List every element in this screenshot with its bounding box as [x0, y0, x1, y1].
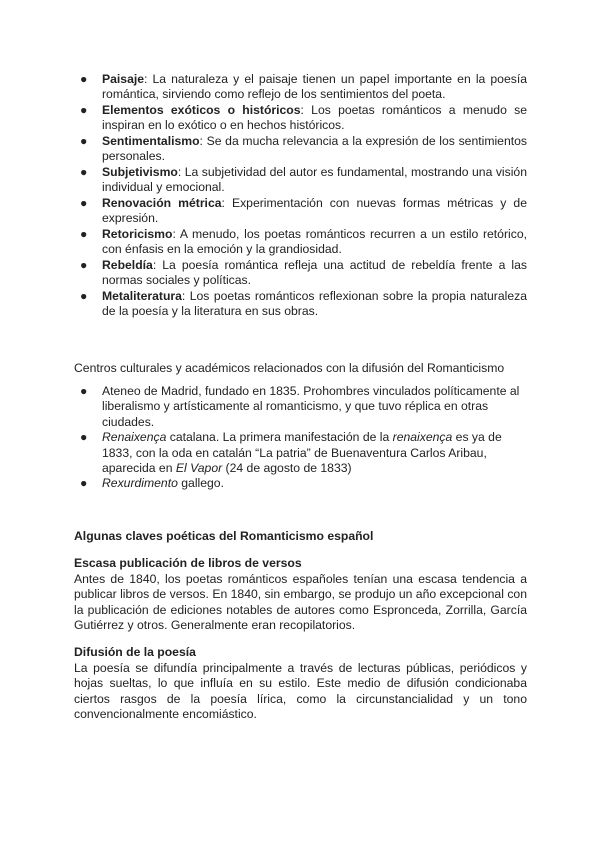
list-item-text: : Los poetas románticos reflexionan sobre la propia naturaleza de la poesía y la literatura en sus obras.: [102, 289, 527, 319]
bullet-icon: ●: [80, 289, 88, 303]
rexurdimento-text: gallego.: [177, 476, 224, 491]
bullet-icon: ●: [80, 430, 88, 445]
list-item-term: Sentimentalismo: [102, 134, 200, 148]
list-item: [74, 134, 527, 165]
list-item: [74, 430, 527, 476]
bullet-icon: ●: [80, 227, 88, 241]
escasa-subheading: Escasa publicación de libros de versos: [74, 556, 302, 570]
italic-term: Renaixença: [102, 430, 167, 445]
renaixenca-text: es ya de 1833, con la oda en catalán “La patria” de Buenaventura Carlos Aribau, aparecida en: [102, 430, 502, 476]
list-item-text: : Se da mucha relevancia a la expresión de los sentimientos personales.: [102, 134, 527, 164]
list-item-text: : La naturaleza y el paisaje tienen un papel importante en la poesía romántica, sirviendo como reflejo de los sentimientos del poeta.: [102, 72, 527, 102]
list-item-term: Paisaje: [102, 72, 145, 86]
list-item-term: Subjetivismo: [102, 165, 178, 179]
list-item-term: Rebeldía: [102, 258, 153, 272]
bullet-icon: ●: [80, 103, 88, 117]
list-item-text: : La subjetividad del autor es fundamental, mostrando una visión individual y emocional.: [102, 165, 527, 195]
italic-term: Rexurdimento: [102, 476, 178, 491]
bullet-icon: ●: [80, 72, 88, 86]
list-item: [74, 103, 527, 134]
renaixenca-text: catalana. La primera manifestación de la: [166, 430, 393, 445]
list-item-text: : Experimentación con nuevas formas métricas y de expresión.: [102, 196, 527, 226]
centros-list: [74, 384, 527, 492]
list-item-term: Retoricismo: [102, 227, 173, 241]
italic-term: renaixença: [392, 430, 453, 445]
list-item: [74, 384, 527, 430]
list-item-term: Elementos exóticos o históricos: [102, 103, 301, 117]
renaixenca-text: (24 de agosto de 1833): [222, 461, 352, 476]
list-item: [74, 72, 527, 103]
list-item: [74, 196, 527, 227]
list-item-text: : Los poetas románticos a menudo se inspiran en lo exótico o en hechos históricos.: [102, 103, 527, 133]
characteristics-list: [74, 72, 527, 320]
centros-heading: Centros culturales y académicos relacionados con la difusión del Romanticismo: [74, 361, 505, 375]
list-item-text: : A menudo, los poetas románticos recurren a un estilo retórico, con énfasis en la emoción y la grandiosidad.: [102, 227, 527, 257]
difusion-paragraph: La poesía se difundía principalmente a través de lecturas públicas, periódicos y hojas sueltas, lo que influía en su estilo. Este medio de difusión condicionaba ciertos rasgos de la poesía lírica, como la circunstancialidad y un tono convencionalmente encomiástico.: [74, 661, 527, 722]
bullet-icon: ●: [80, 165, 88, 179]
bullet-icon: ●: [80, 476, 88, 491]
ateneo-text: Ateneo de Madrid, fundado en 1835. Prohombres vinculados políticamente al liberalismo y artísticamente al romanticismo, y que tuvo réplica en otras ciudades.: [102, 384, 520, 429]
list-item: [74, 165, 527, 196]
list-item-text: : La poesía romántica refleja una actitud de rebeldía frente a las normas sociales y políticas.: [102, 258, 527, 288]
list-item: [74, 227, 527, 258]
italic-term: El Vapor: [175, 461, 223, 476]
bullet-icon: ●: [80, 258, 88, 272]
bullet-icon: ●: [80, 134, 88, 148]
list-item-term: Renovación métrica: [102, 196, 222, 210]
list-item-term: Metaliteratura: [102, 289, 182, 303]
difusion-subheading: Difusión de la poesía: [74, 645, 196, 659]
list-item: [74, 476, 527, 491]
bullet-icon: ●: [80, 384, 88, 398]
claves-heading: Algunas claves poéticas del Romanticismo español: [74, 529, 374, 543]
escasa-paragraph: Antes de 1840, los poetas románticos españoles tenían una escasa tendencia a publicar libros de versos. En 1840, sin embargo, se produjo un año excepcional con la publicación de ediciones notables de autores como Espronceda, Zorrilla, García Gutiérrez y otros. Generalmente eran recopilatorios.: [74, 572, 527, 633]
bullet-icon: ●: [80, 196, 88, 210]
list-item: [74, 258, 527, 289]
list-item: [74, 289, 527, 320]
